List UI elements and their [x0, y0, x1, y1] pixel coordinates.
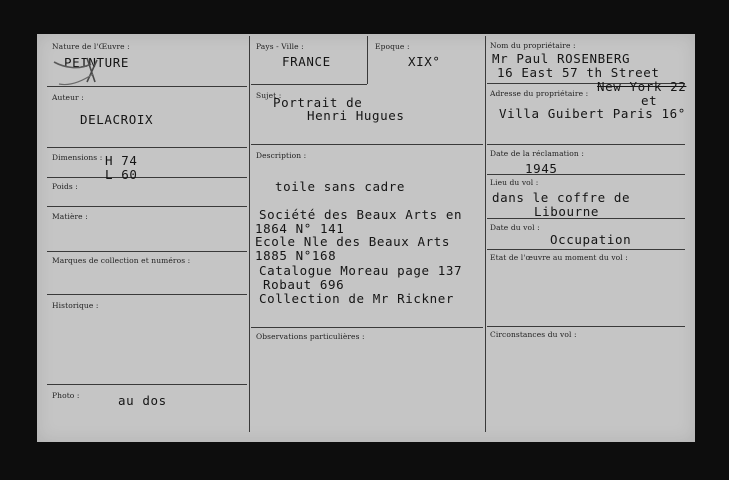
value-owner-city-struck: New York 22: [597, 79, 687, 94]
label-proprietaire: Nom du propriétaire :: [490, 41, 576, 50]
value-description-line3: 1864 N° 141: [255, 221, 345, 236]
value-photo: au dos: [118, 393, 167, 408]
label-lieu-vol: Lieu du vol :: [490, 178, 539, 187]
rule: [487, 249, 685, 250]
value-epoque: XIX°: [408, 54, 441, 69]
rule: [251, 144, 483, 145]
value-lieu-line1: dans le coffre de: [492, 190, 631, 205]
handwritten-mark: [51, 54, 111, 98]
value-description-line6: Catalogue Moreau page 137: [259, 263, 463, 278]
label-observations: Observations particulières :: [256, 332, 365, 341]
rule: [487, 144, 685, 145]
value-owner-name: Mr Paul ROSENBERG: [492, 51, 631, 66]
label-marques: Marques de collection et numéros :: [52, 256, 191, 265]
value-pays: FRANCE: [282, 54, 331, 69]
label-historique: Historique :: [52, 301, 99, 310]
rule: [47, 294, 247, 295]
column-divider-1: [249, 36, 250, 432]
value-sujet-line1: Portrait de: [273, 95, 363, 110]
label-date-reclamation: Date de la réclamation :: [490, 149, 584, 158]
label-adresse: Adresse du propriétaire :: [490, 89, 589, 98]
value-description-line8: Collection de Mr Rickner: [259, 291, 455, 306]
rule: [251, 327, 483, 328]
label-nature: Nature de l'Œuvre :: [52, 42, 130, 51]
label-circonstances: Circonstances du vol :: [490, 330, 577, 339]
label-auteur: Auteur :: [52, 93, 84, 102]
value-description-line4: Ecole Nle des Beaux Arts: [255, 234, 451, 249]
value-auteur: DELACROIX: [80, 112, 154, 127]
label-etat: Etat de l'œuvre au moment du vol :: [490, 253, 628, 262]
label-dimensions: Dimensions :: [52, 153, 103, 162]
value-owner-address: Villa Guibert Paris 16°: [499, 106, 686, 121]
label-date-vol: Date du vol :: [490, 223, 540, 232]
value-date-reclamation: 1945: [525, 161, 558, 176]
rule: [487, 326, 685, 327]
rule: [47, 251, 247, 252]
value-description-line1: toile sans cadre: [275, 179, 406, 194]
value-owner-et: et: [641, 93, 658, 108]
column-divider-2: [485, 36, 486, 432]
value-sujet-line2: Henri Hugues: [307, 108, 405, 123]
column-divider-3: [367, 36, 368, 84]
label-pays: Pays - Ville :: [256, 42, 304, 51]
label-description: Description :: [256, 151, 307, 160]
value-owner-street: 16 East 57 th Street: [497, 65, 660, 80]
rule: [251, 84, 367, 85]
label-poids: Poids :: [52, 182, 78, 191]
label-epoque: Epoque :: [375, 42, 410, 51]
value-description-line2: Société des Beaux Arts en: [259, 207, 463, 222]
rule: [47, 206, 247, 207]
label-photo: Photo :: [52, 391, 80, 400]
value-description-line5: 1885 N°168: [255, 248, 337, 263]
value-dimension-height: H 74: [105, 153, 138, 168]
rule: [47, 384, 247, 385]
label-matiere: Matière :: [52, 212, 88, 221]
value-date-vol: Occupation: [550, 232, 632, 247]
rule: [47, 177, 247, 178]
rule: [47, 147, 247, 148]
value-nature: PEINTURE: [64, 55, 130, 70]
label-sujet: Sujet :: [256, 91, 282, 100]
value-lieu-line2: Libourne: [534, 204, 600, 219]
registration-card: [37, 34, 695, 442]
value-dimension-width: L 60: [105, 167, 138, 182]
value-description-line7: Robaut 696: [263, 277, 345, 292]
rule: [487, 174, 685, 175]
